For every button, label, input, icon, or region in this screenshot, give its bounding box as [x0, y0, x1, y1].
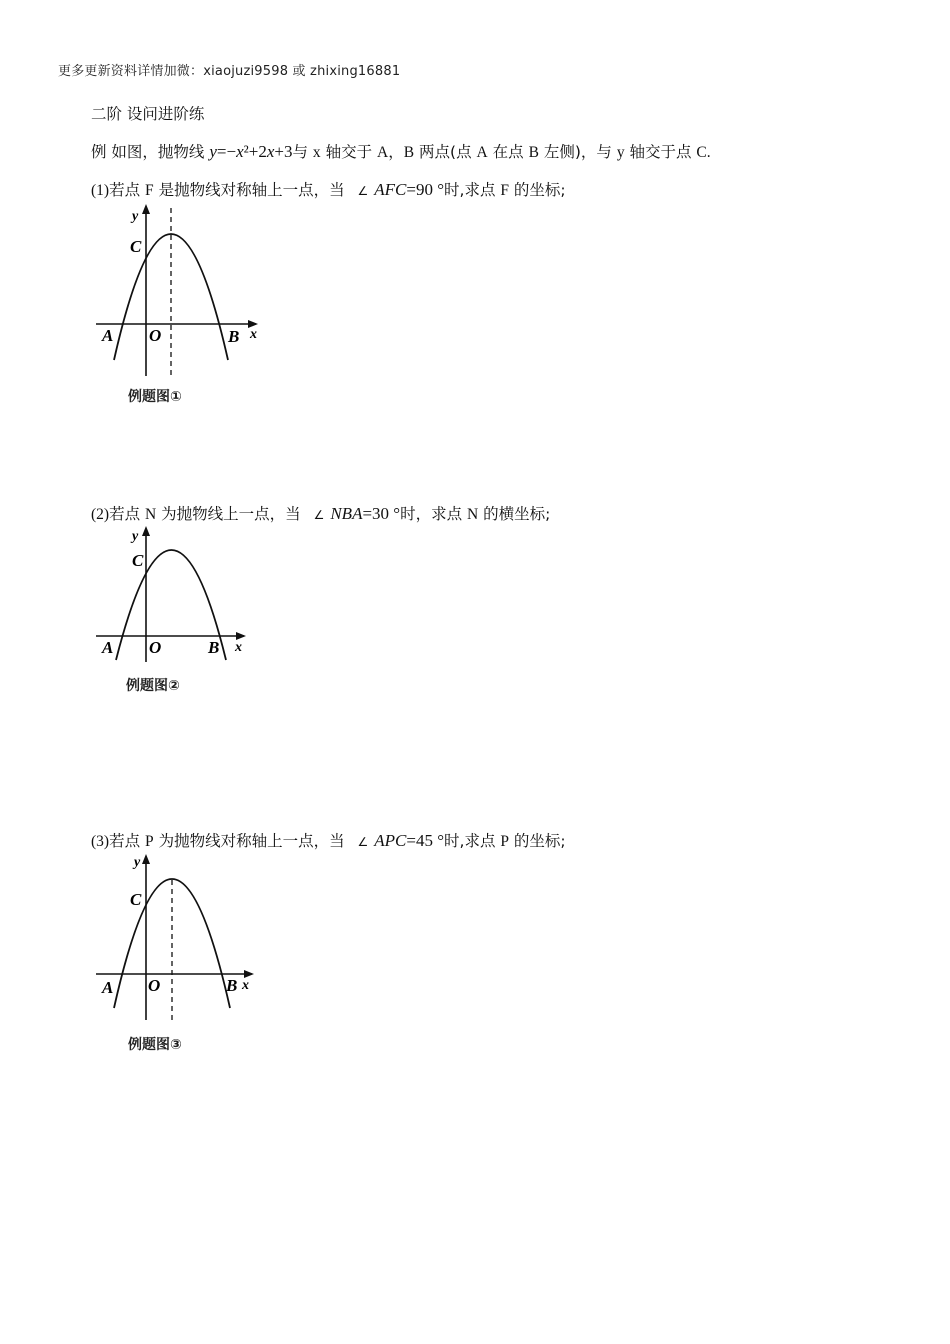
label-a: A [102, 638, 114, 657]
question-text: 时，求点 [400, 505, 468, 523]
label-b: B [208, 638, 220, 657]
example-point-a: A [377, 144, 389, 161]
angle-name: AFC [374, 180, 407, 199]
example-prefix: 例 如图，抛物线 [91, 143, 210, 161]
question-text: 的横坐标; [478, 505, 551, 523]
angle-name: NBA [330, 504, 363, 523]
label-x: x [250, 327, 257, 342]
example-text-1: 与 [292, 143, 313, 161]
label-y: y [132, 209, 139, 224]
figure-caption-2: 例题图② [126, 678, 180, 694]
eq-square: ² [243, 142, 249, 161]
eq-part2: +2 [248, 142, 267, 161]
eq-x2: x [266, 142, 275, 161]
label-b: B [228, 327, 240, 346]
question-number: (1) [91, 182, 110, 199]
angle-symbol: ∠ [313, 508, 325, 522]
eq-part1: =− [216, 142, 237, 161]
example-sep: ， [388, 143, 404, 161]
label-b: B [226, 976, 238, 995]
question-text: 为抛物线上一点，当 [156, 505, 306, 523]
label-o: O [149, 638, 162, 657]
example-text-3: 两点(点 [414, 143, 477, 161]
question-3 [91, 829, 566, 851]
question-number: (2) [91, 506, 110, 523]
parabola-diagram-2 [92, 520, 257, 670]
y-axis-arrow [142, 204, 150, 214]
angle-value: =90 ° [406, 180, 445, 199]
eq-y: y [209, 142, 217, 161]
angle-name: APC [374, 831, 407, 850]
eq-x1: x [236, 142, 244, 161]
question-text: 为抛物线对称轴上一点，当 [153, 832, 350, 850]
example-point-a2: A [476, 144, 488, 161]
example-point-c: C. [696, 144, 711, 161]
example-yaxis: y [616, 144, 625, 161]
label-y: y [132, 529, 139, 544]
example-point-b: B [403, 144, 415, 161]
label-y: y [134, 855, 141, 870]
x-axis-arrow [236, 632, 246, 640]
question-text: 若点 [109, 181, 146, 199]
question-point: F [500, 182, 509, 199]
question-text: 若点 [109, 832, 146, 850]
label-a: A [102, 326, 114, 345]
parabola-diagram-3 [92, 850, 267, 1025]
example-point-b2: B [528, 144, 539, 161]
question-text: 时,求点 [444, 832, 501, 850]
y-axis-arrow [142, 854, 150, 864]
figure-1 [92, 200, 267, 384]
section-title: 二阶 设问进阶练 [91, 105, 205, 123]
question-point: P [145, 833, 154, 850]
label-a: A [102, 978, 114, 997]
label-x: x [235, 640, 242, 655]
label-x: x [242, 978, 249, 993]
label-c: C [130, 237, 142, 256]
angle-symbol: ∠ [357, 835, 369, 849]
header-note: 更多更新资料详情加微：xiaojuzi9598 或 zhixing16881 [58, 64, 401, 79]
figure-caption-1: 例题图① [128, 389, 182, 405]
question-point: F [145, 182, 154, 199]
label-o: O [148, 976, 161, 995]
question-text: 时,求点 [444, 181, 501, 199]
angle-value: =30 ° [362, 504, 401, 523]
figure-caption-3: 例题图③ [128, 1037, 182, 1053]
eq-part3: +3 [274, 142, 293, 161]
example-text-5: 左侧)，与 [538, 143, 617, 161]
question-point: N [467, 506, 479, 523]
label-o: O [149, 326, 162, 345]
example-text-4: 在点 [487, 143, 529, 161]
question-text: 是抛物线对称轴上一点，当 [153, 181, 350, 199]
label-c: C [132, 551, 144, 570]
y-axis-arrow [142, 526, 150, 536]
example-text-6: 轴交于点 [624, 143, 697, 161]
example-statement [91, 140, 711, 162]
question-text: 若点 [109, 505, 146, 523]
example-text-2: 轴交于 [320, 143, 378, 161]
question-number: (3) [91, 833, 110, 850]
figure-3 [92, 850, 267, 1029]
label-c: C [130, 890, 142, 909]
parabola-diagram-1 [92, 200, 267, 380]
x-axis-arrow [244, 970, 254, 978]
angle-symbol: ∠ [357, 184, 369, 198]
question-1 [91, 178, 566, 200]
question-point: P [500, 833, 509, 850]
figure-2 [92, 520, 257, 674]
angle-value: =45 ° [406, 831, 445, 850]
question-text: 的坐标; [509, 832, 566, 850]
example-xaxis: x [312, 144, 321, 161]
question-text: 的坐标; [509, 181, 566, 199]
question-point: N [145, 506, 157, 523]
